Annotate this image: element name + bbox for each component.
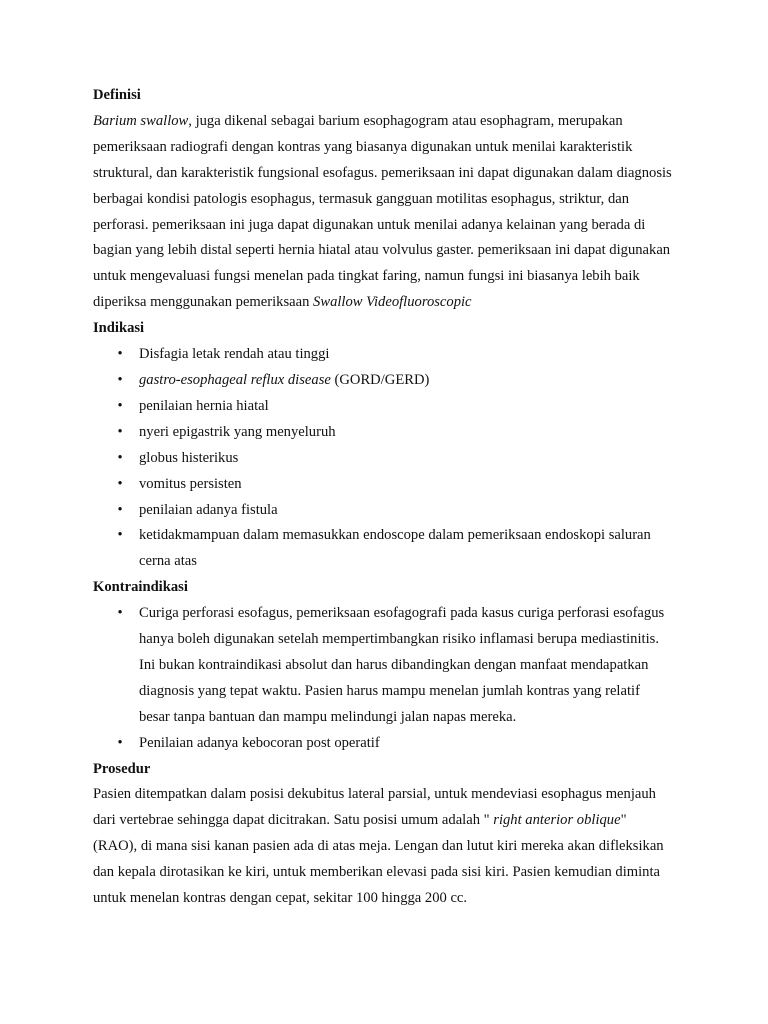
bullet-icon: •: [117, 371, 123, 388]
bullet-icon: •: [117, 475, 123, 492]
list-item: • globus histerikus: [93, 446, 673, 472]
bullet-icon: •: [117, 734, 123, 751]
prosedur-body-end: " (RAO), di mana sisi kanan pasien ada di atas meja. Lengan dan lutut kiri mereka akan difleksikan dan kepala dirotasikan ke kiri, untuk memberikan elevasi pada sisi kiri. Pasien kemudian diminta untuk menelan kontras dengan cepat, sekitar 100 hingga 200 cc.: [93, 812, 664, 907]
list-item: • Disfagia letak rendah atau tinggi: [93, 342, 673, 368]
definisi-tail-term: Swallow Videofluoroscopic: [313, 294, 472, 311]
list-item: • gastro-esophageal reflux disease (GORD/GERD): [93, 368, 673, 394]
list-item: • ketidakmampuan dalam memasukkan endoscope dalam pemeriksaan endoskopi saluran cerna atas: [93, 523, 673, 575]
section-heading-indikasi: Indikasi: [93, 320, 145, 337]
definisi-paragraph: [93, 109, 673, 316]
list-item: • penilaian hernia hiatal: [93, 394, 673, 420]
bullet-icon: •: [117, 423, 123, 440]
bullet-icon: •: [117, 501, 123, 518]
bullet-icon: •: [117, 605, 123, 622]
definisi-body: , juga dikenal sebagai barium esophagogram atau esophagram, merupakan pemeriksaan radiografi dengan kontras yang biasanya digunakan untuk menilai karakteristik struktural, dan karakteristik fungsional esofagus. pemeriksaan ini dapat digunakan dalam diagnosis berbagai kondisi patologis esophagus, termasuk gangguan motilitas esophagus, striktur, dan perforasi. pemeriksaan ini juga dapat digunakan untuk menilai adanya kelainan yang berada di bagian yang lebih distal seperti hernia hiatal atau volvulus gaster. pemeriksaan ini dapat digunakan untuk mengevaluasi fungsi menelan pada tingkat faring, namun fungsi ini biasanya lebih baik diperiksa menggunakan pemeriksaan: [93, 112, 672, 311]
list-item: • penilaian adanya fistula: [93, 498, 673, 524]
prosedur-paragraph: [93, 782, 673, 912]
document-page: [93, 83, 673, 912]
prosedur-body-start: Pasien ditempatkan dalam posisi dekubitus lateral parsial, untuk mendeviasi esophagus menjauh dari vertebrae sehingga dapat dicitrakan. Satu posisi umum adalah ": [93, 786, 656, 829]
bullet-icon: •: [117, 449, 123, 466]
list-item: • Penilaian adanya kebocoran post operatif: [93, 731, 673, 757]
section-heading-definisi: Definisi: [93, 87, 141, 103]
prosedur-term: right anterior oblique: [493, 812, 621, 829]
section-heading-kontraindikasi: Kontraindikasi: [93, 579, 188, 596]
kontraindikasi-list: [93, 601, 673, 756]
list-item: • Curiga perforasi esofagus, pemeriksaan esofagografi pada kasus curiga perforasi esofagus hanya boleh digunakan setelah mempertimbangkan risiko inflamasi berupa mediastinitis. Ini bukan kontraindikasi absolut dan harus dibandingkan dengan manfaat mendapatkan diagnosis yang tepat waktu. Pasien harus mampu menelan jumlah kontras yang relatif besar tanpa bantuan dan mampu melindungi jalan napas mereka.: [93, 601, 673, 731]
indikasi-list: [93, 342, 673, 575]
section-heading-prosedur: Prosedur: [93, 760, 151, 777]
bullet-icon: •: [117, 397, 123, 414]
bullet-icon: •: [117, 527, 123, 544]
list-item: • nyeri epigastrik yang menyeluruh: [93, 420, 673, 446]
definisi-term: Barium swallow: [93, 112, 189, 129]
bullet-icon: •: [117, 346, 123, 363]
list-item: • vomitus persisten: [93, 472, 673, 498]
